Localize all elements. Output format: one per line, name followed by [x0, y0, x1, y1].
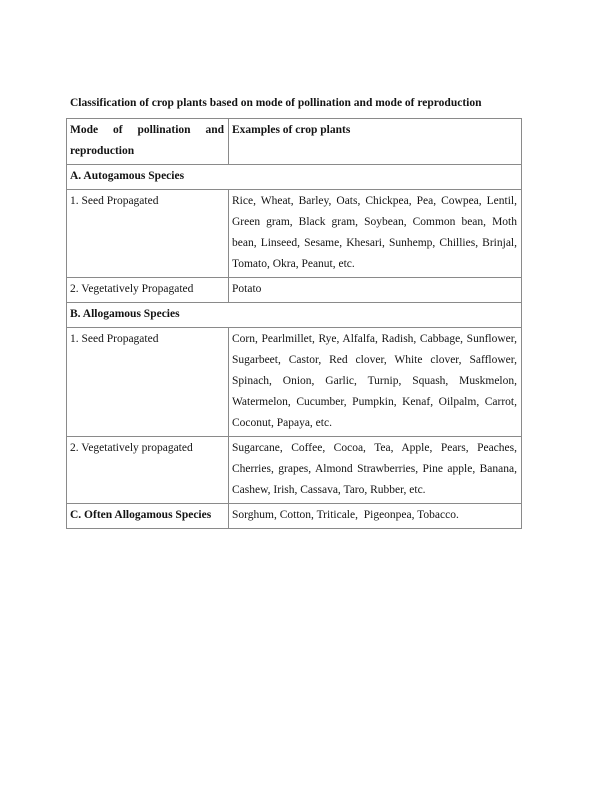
mode-cell: 1. Seed Propagated [67, 328, 229, 437]
table-row [67, 278, 522, 303]
classification-table [66, 118, 522, 529]
table-row-often-allogamous [67, 504, 522, 529]
mode-cell: 2. Vegetatively propagated [67, 437, 229, 504]
mode-cell: C. Often Allogamous Species [67, 504, 229, 529]
table-row [67, 437, 522, 504]
section-row-autogamous [67, 165, 522, 190]
header-cell-examples: Examples of crop plants [229, 119, 522, 165]
examples-cell: Rice, Wheat, Barley, Oats, Chickpea, Pea, Cowpea, Lentil, Green gram, Black gram, Soybean, Common bean, Moth bean, Linseed, Sesame, Khesari, Sunhemp, Chillies, Brinjal, Tomato, Okra, Peanut, etc. [229, 190, 522, 278]
mode-cell: 1. Seed Propagated [67, 190, 229, 278]
table-row [67, 328, 522, 437]
page-title: Classification of crop plants based on mode of pollination and mode of reproduction [70, 97, 482, 109]
examples-cell: Potato [229, 278, 522, 303]
section-row-allogamous [67, 303, 522, 328]
header-cell-mode-of-pollination: Mode of pollination and reproduction [67, 119, 229, 165]
examples-cell: Corn, Pearlmillet, Rye, Alfalfa, Radish, Cabbage, Sunflower, Sugarbeet, Castor, Red clover, White clover, Safflower, Spinach, Onion, Garlic, Turnip, Squash, Muskmelon, Watermelon, Cucumber, Pumpkin, Kenaf, Oilpalm, Carrot, Coconut, Papaya, etc. [229, 328, 522, 437]
section-label-autogamous: A. Autogamous Species [67, 165, 522, 190]
table-header-row [67, 119, 522, 165]
examples-cell: Sorghum, Cotton, Triticale, Pigeonpea, Tobacco. [229, 504, 522, 529]
section-label-allogamous: B. Allogamous Species [67, 303, 522, 328]
mode-cell: 2. Vegetatively Propagated [67, 278, 229, 303]
examples-cell: Sugarcane, Coffee, Cocoa, Tea, Apple, Pears, Peaches, Cherries, grapes, Almond Strawberries, Pine apple, Banana, Cashew, Irish, Cassava, Taro, Rubber, etc. [229, 437, 522, 504]
table-row [67, 190, 522, 278]
